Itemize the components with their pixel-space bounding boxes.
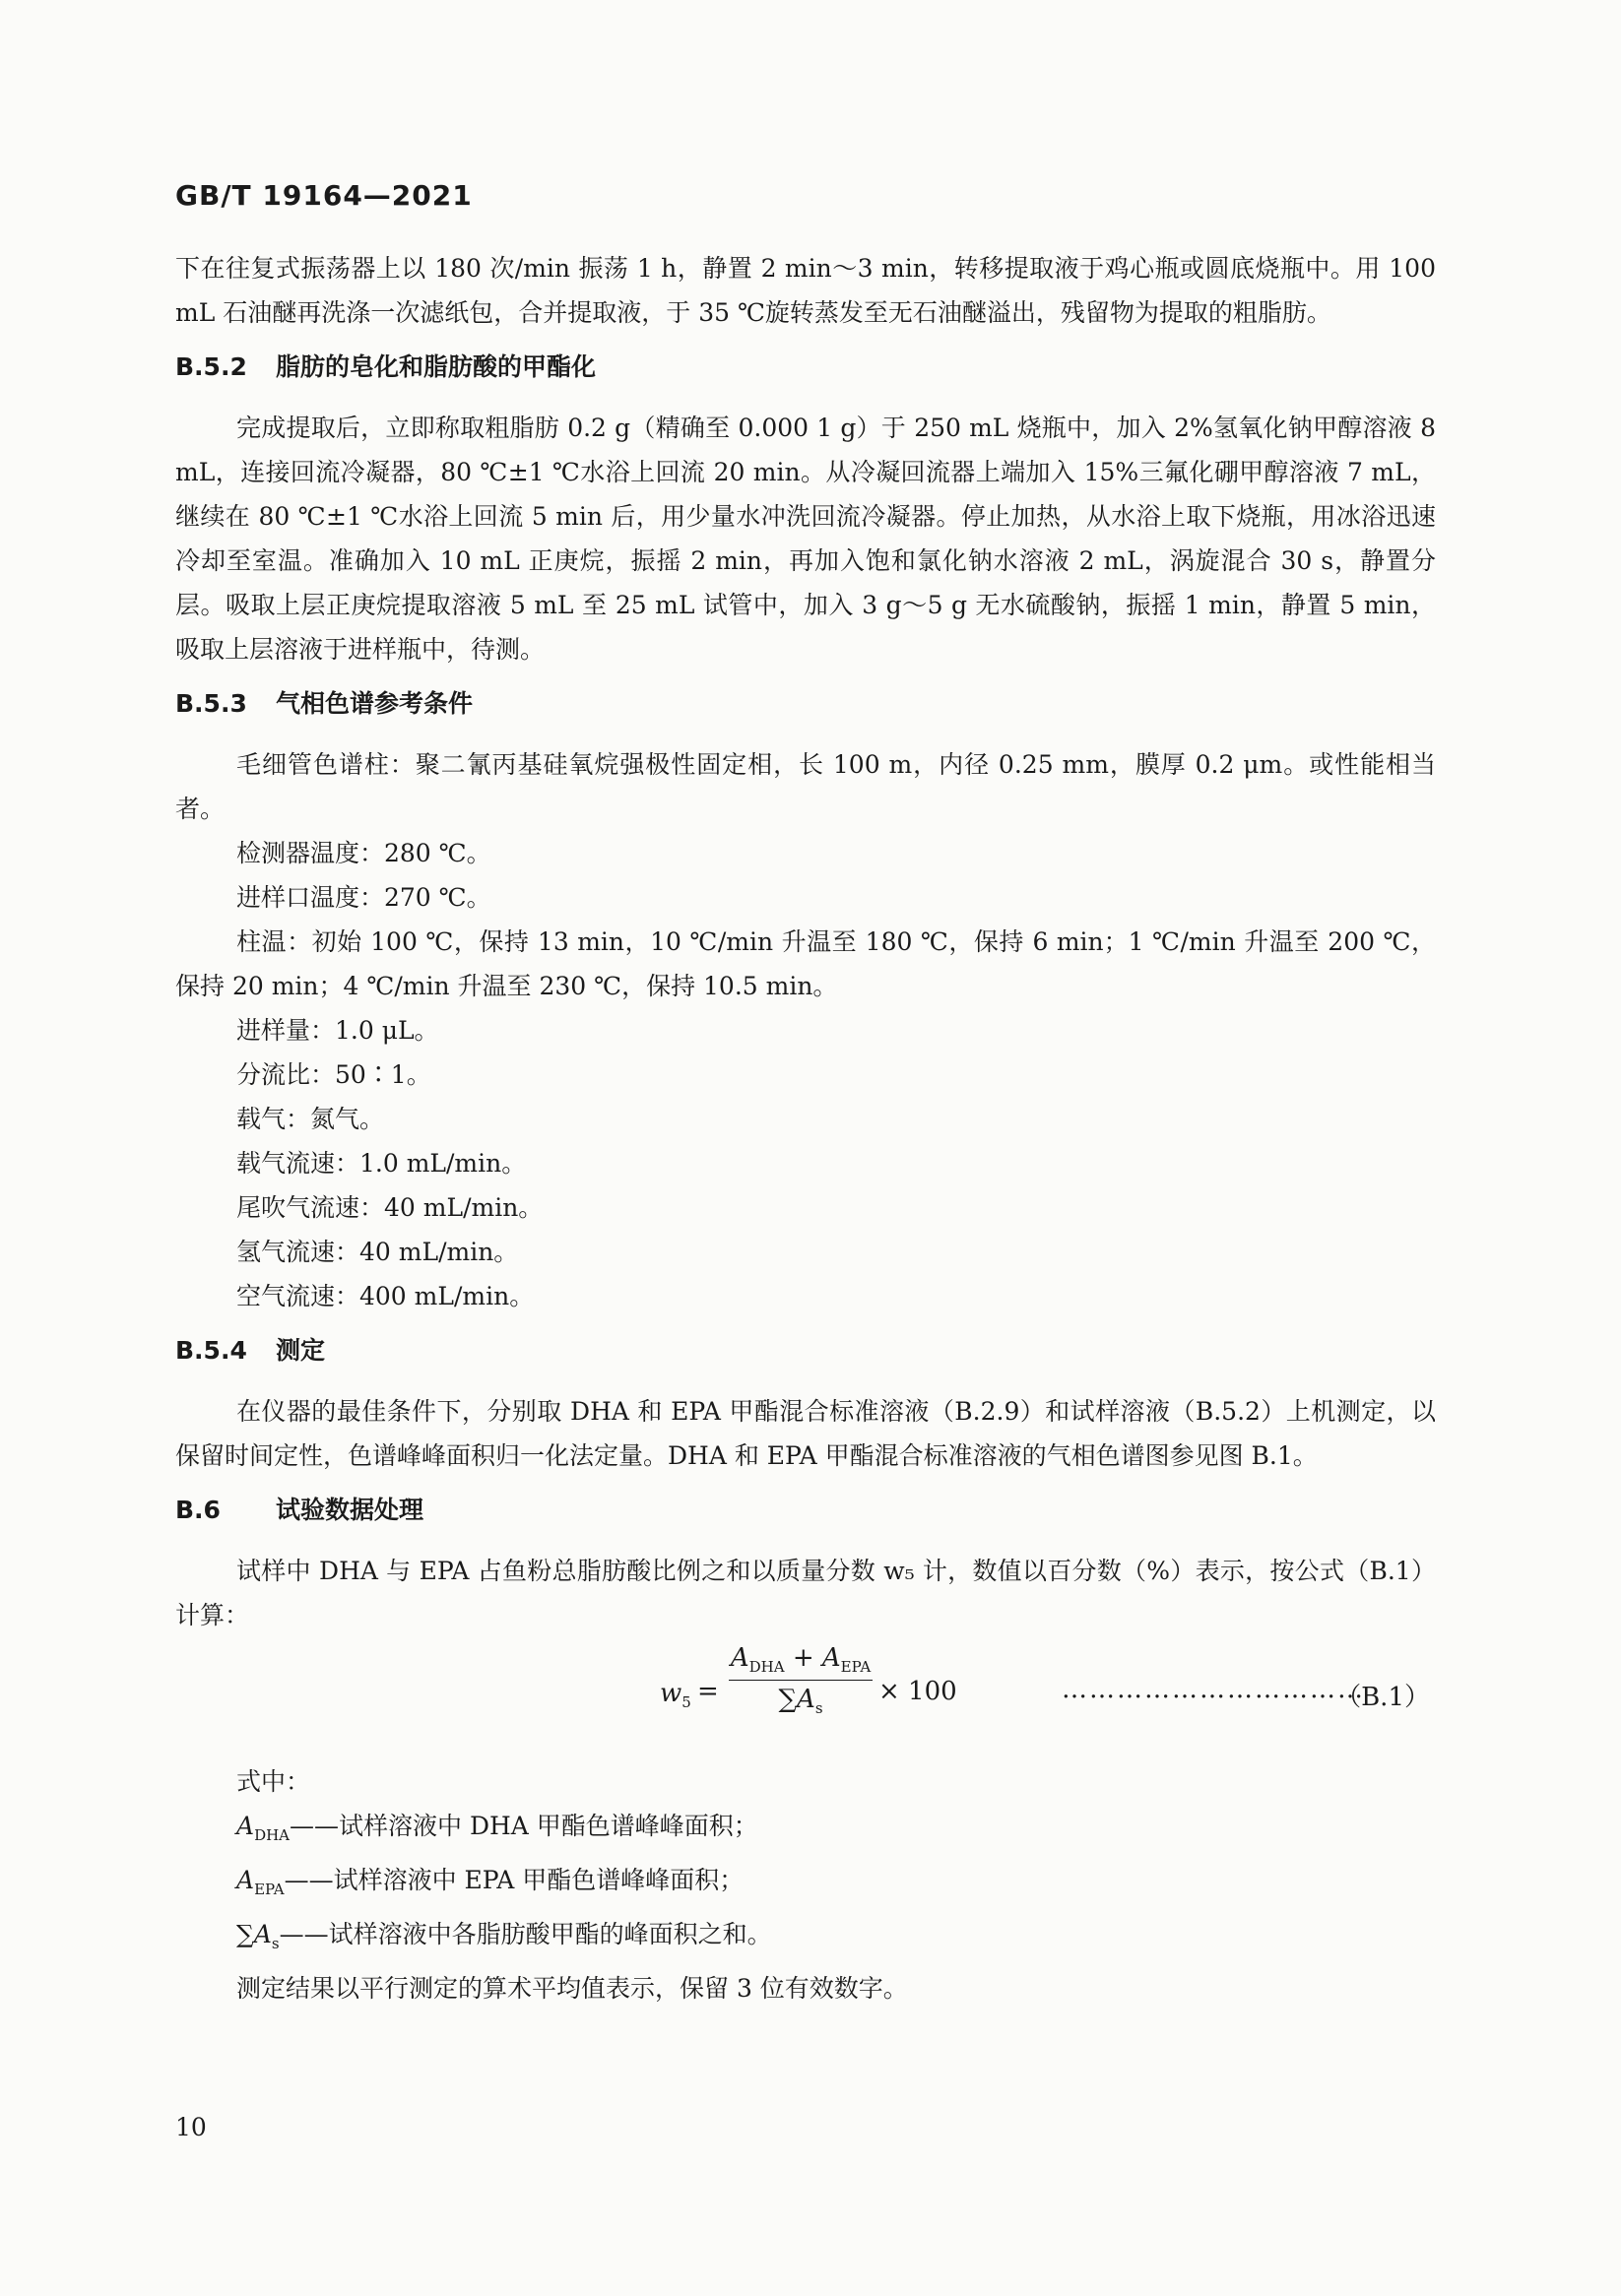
section-title: 测定 xyxy=(276,1336,326,1365)
result-statement: 测定结果以平行测定的算术平均值表示，保留 3 位有效数字。 xyxy=(236,1974,908,2003)
condition-split-ratio: 分流比：50∶1。 xyxy=(236,1060,431,1089)
section-title: 试验数据处理 xyxy=(276,1496,424,1524)
section-number: B.6 xyxy=(175,1496,221,1524)
paragraph-determination: 在仪器的最佳条件下，分别取 DHA 和 EPA 甲酯混合标准溶液（B.2.9）和试样溶液（B.5.2）上机测定，以保留时间定性，色谱峰峰面积归一化法定量。DHA 和 EPA 甲酯混合标准溶液的气相色谱图参见图 B.1。 xyxy=(175,1397,1436,1470)
condition-injection-volume: 进样量：1.0 μL。 xyxy=(236,1016,439,1045)
document-body xyxy=(175,246,1436,2010)
formula-lhs: $w_5$ xyxy=(660,1679,691,1712)
paragraph-calculation-intro: 试样中 DHA 与 EPA 占鱼粉总脂肪酸比例之和以质量分数 w₅ 计，数值以百分数（%）表示，按公式（B.1）计算： xyxy=(175,1557,1436,1629)
condition-hydrogen-flow: 氢气流速：40 mL/min。 xyxy=(236,1238,519,1266)
formula-numerator: $A_{DHA} + A_{EPA}$ xyxy=(729,1643,873,1681)
page-number: 10 xyxy=(175,2113,207,2141)
condition-carrier-gas: 载气：氮气。 xyxy=(236,1105,385,1133)
paragraph-column: 毛细管色谱柱：聚二氰丙基硅氧烷强极性固定相，长 100 m，内径 0.25 mm，膜厚 0.2 μm。或性能相当者。 xyxy=(175,750,1436,823)
section-title: 脂肪的皂化和脂肪酸的甲酯化 xyxy=(276,352,597,381)
section-heading-b6 xyxy=(175,1494,1436,1527)
definition-a-epa: $A_{EPA}——$试样溶液中 EPA 甲酯色谱峰峰面积； xyxy=(236,1866,745,1898)
where-label: 式中： xyxy=(236,1767,311,1796)
condition-air-flow: 空气流速：400 mL/min。 xyxy=(236,1282,535,1310)
formula-b1 xyxy=(175,1639,1436,1755)
formula-fraction xyxy=(729,1643,873,1717)
formula-reference: （B.1） xyxy=(1335,1683,1430,1712)
section-number: B.5.3 xyxy=(175,689,247,718)
section-heading-b53 xyxy=(175,687,1436,721)
standard-number: GB/T 19164—2021 xyxy=(175,179,473,212)
condition-makeup-flow: 尾吹气流速：40 mL/min。 xyxy=(236,1193,544,1222)
section-number: B.5.4 xyxy=(175,1336,247,1365)
condition-inlet-temp: 进样口温度：270 ℃。 xyxy=(236,883,491,912)
section-title: 气相色谱参考条件 xyxy=(276,689,474,718)
condition-carrier-flow: 载气流速：1.0 mL/min。 xyxy=(236,1149,527,1178)
definition-a-dha: $A_{DHA}——$试样溶液中 DHA 甲酯色谱峰峰面积； xyxy=(236,1812,758,1844)
condition-detector-temp: 检测器温度：280 ℃。 xyxy=(236,839,491,867)
continued-paragraph: 下在往复式振荡器上以 180 次/min 振荡 1 h，静置 2 min～3 min，转移提取液于鸡心瓶或圆底烧瓶中。用 100 mL 石油醚再洗涤一次滤纸包，合并提取液，于 35 ℃旋转蒸发至无石油醚溢出，残留物为提取的粗脂肪。 xyxy=(175,254,1436,327)
formula-equals: = xyxy=(697,1677,719,1706)
formula-times: × 100 xyxy=(878,1677,957,1706)
section-number: B.5.2 xyxy=(175,352,247,381)
formula-leader-dots: …………………………… xyxy=(1062,1675,1365,1704)
formula-denominator: $\sum A_s$ xyxy=(778,1685,823,1718)
definition-sum-as: $\sum A_s——$试样溶液中各脂肪酸甲酯的峰面积之和。 xyxy=(236,1920,772,1952)
paragraph-saponification: 完成提取后，立即称取粗脂肪 0.2 g（精确至 0.000 1 g）于 250 mL 烧瓶中，加入 2%氢氧化钠甲醇溶液 8 mL，连接回流冷凝器，80 ℃±1 ℃水浴上回流 20 min。从冷凝回流器上端加入 15%三氟化硼甲醇溶液 7 mL，继续在 80 ℃±1 ℃水浴上回流 5 min 后，用少量水冲洗回流冷凝器。停止加热，从水浴上取下烧瓶，用冰浴迅速冷却至室温。准确加入 10 mL 正庚烷，振摇 2 min，再加入饱和氯化钠水溶液 2 mL，涡旋混合 30 s，静置分层。吸取上层正庚烷提取溶液 5 mL 至 25 mL 试管中，加入 3 g～5 g 无水硫酸钠，振摇 1 min，静置 5 min，吸取上层溶液于进样瓶中，待测。 xyxy=(175,414,1436,664)
condition-oven-program: 柱温：初始 100 ℃，保持 13 min，10 ℃/min 升温至 180 ℃，保持 6 min；1 ℃/min 升温至 200 ℃，保持 20 min；4 ℃/min 升温至 230 ℃，保持 10.5 min。 xyxy=(175,927,1436,1000)
section-heading-b54 xyxy=(175,1334,1436,1368)
section-heading-b52 xyxy=(175,351,1436,384)
